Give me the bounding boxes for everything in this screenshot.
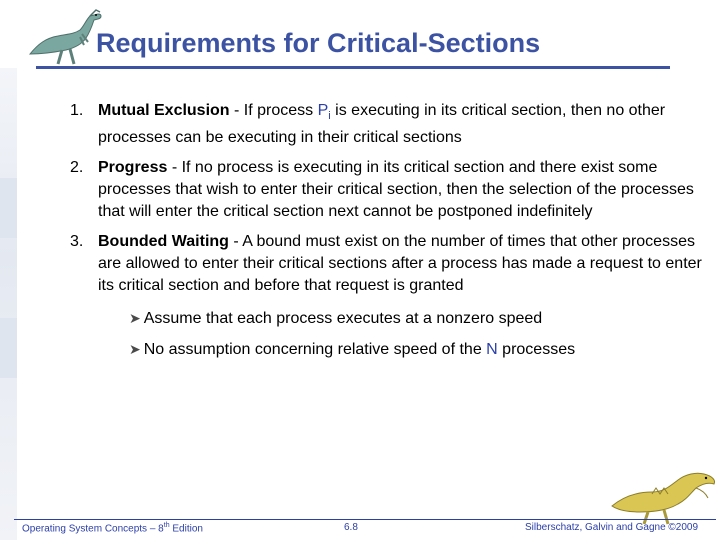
item-number: 2. (70, 159, 84, 177)
footer-rule (14, 519, 716, 520)
item-text: - If process (229, 102, 318, 119)
item-text: is executing in its critical section, then no other processes can be executing in their critical sections (98, 102, 666, 147)
requirement-item (70, 157, 710, 223)
item-term: Bounded Waiting (98, 233, 229, 251)
footer-book-title (22, 522, 203, 534)
footer-authors: Silberschatz, Galvin and Gagne ©2009 (525, 522, 699, 533)
left-decorative-band (0, 68, 17, 540)
footer-edition-sup: th (163, 522, 170, 529)
band-segment (0, 178, 17, 238)
item-term: Progress (98, 159, 168, 177)
dinosaur-footer-icon (608, 466, 720, 526)
sub-bullet-item (70, 307, 710, 330)
requirement-item (70, 231, 710, 297)
band-segment (0, 318, 17, 378)
sub-bullet-item (70, 338, 710, 361)
item-number: 3. (70, 233, 84, 251)
process-symbol: P (317, 102, 329, 119)
sub-bullet-text: No assumption concerning relative speed of the (143, 341, 487, 359)
footer-page-number: 6.8 (344, 522, 358, 533)
footer-book-title-text: Operating System Concepts – 8 (22, 523, 164, 535)
item-number: 1. (70, 102, 84, 119)
footer-edition-text: Edition (169, 523, 203, 535)
item-text: - A bound must exist on the number of times that other processes are allowed to enter their critical sections after a process has made a request to enter its critical section and before that request is granted (98, 233, 702, 295)
n-symbol: N (486, 341, 498, 359)
item-term: Mutual Exclusion (98, 102, 230, 119)
process-subscript: i (328, 110, 331, 123)
title-underline (36, 66, 670, 69)
arrow-bullet-icon: ➤ (129, 310, 141, 327)
requirement-item (70, 100, 710, 149)
arrow-bullet-icon: ➤ (129, 341, 141, 358)
sub-bullet-text: processes (497, 341, 576, 359)
sub-bullet-text: Assume that each process executes at a nonzero speed (143, 310, 543, 328)
slide-body (70, 100, 710, 361)
slide-title: Requirements for Critical-Sections (96, 28, 541, 58)
item-text: - If no process is executing in its critical section and there exist some processes that wish to enter their critical section, then the selection of the processes that will enter the critical section next cannot be postponed indefinitely (98, 159, 694, 221)
